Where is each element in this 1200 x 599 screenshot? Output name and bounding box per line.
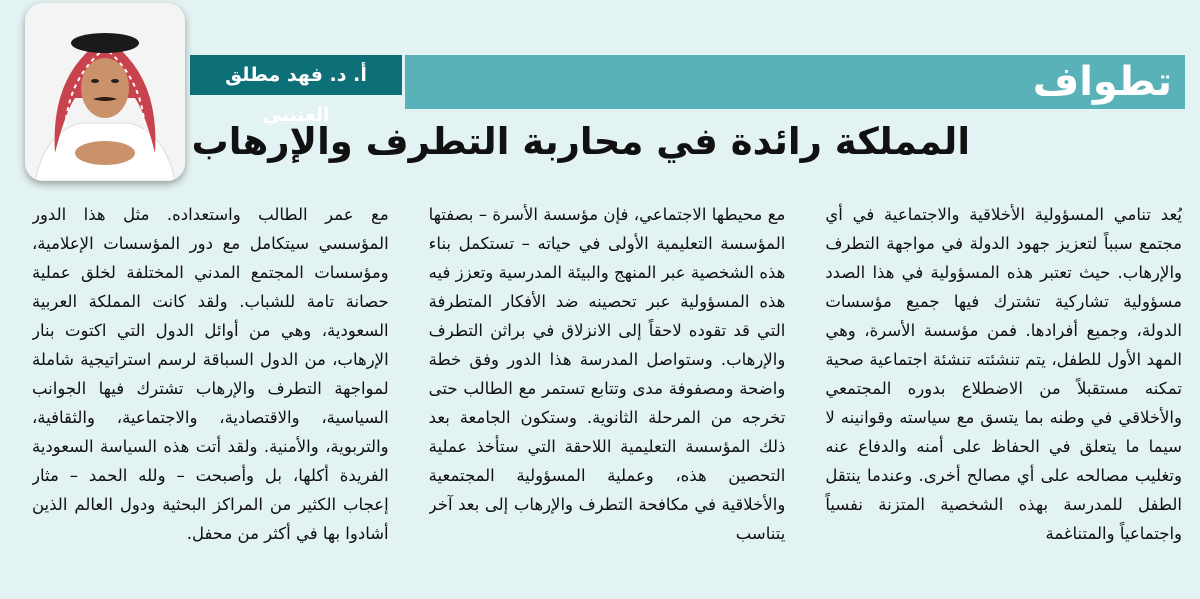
article-column-1: يُعد تنامي المسؤولية الأخلاقية والاجتماعية في أي مجتمع سبباً لتعزيز جهود الدولة في مواجهة التطرف والإرهاب. حيث تعتبر هذه المسؤولية في هذا الصدد مسؤولية تشاركية تشترك فيها جميع مؤسسات الدولة، وجميع أفرادها. فمن مؤسسة الأسرة، وهي المهد الأول للطفل، يتم تنشئته تنشئة اجتماعية صحية تمكنه مستقبلاً من الاضطلاع بدوره المجتمعي والأخلاقي في وطنه بما يتسق مع سياسته وقوانينه لا سيما ما يتعلق في الحفاظ على أمنه والدفاع عنه وتغليب مصالحه على أي مصالح أخرى. وعندما ينتقل الطفل للمدرسة بهذه الشخصية المتزنة نفسياً واجتماعياً والمتناغمة	[825, 205, 1182, 543]
article-column-2: مع محيطها الاجتماعي، فإن مؤسسة الأسرة – بصفتها المؤسسة التعليمية الأولى في حياته – تستكمل بناء هذه الشخصية عبر المنهج والبيئة المدرسية وتعزز فيه هذه المسؤولية عبر تحصينه ضد الأفكار المتطرفة التي قد تقوده لاحقاً إلى الانزلاق في براثن التطرف والإرهاب. وستواصل المدرسة هذا الدور وفق خطة واضحة ومصفوفة مدى وتتابع تستمر مع الطالب حتى تخرجه من المرحلة الثانوية. وستكون الجامعة بعد ذلك المؤسسة التعليمية اللاحقة التي ستأخذ عملية التحصين هذه، وعملية المسؤولية المجتمعية والأخلاقية في مكافحة التطرف والإرهاب إلى بعد آخر يتناسب	[428, 205, 786, 543]
author-portrait-image	[25, 3, 185, 181]
column-name: تطواف	[1032, 59, 1172, 105]
headline: المملكة رائدة في محاربة التطرف والإرهاب	[191, 120, 970, 163]
article-column-3: مع عمر الطالب واستعداده. مثل هذا الدور المؤسسي سيتكامل مع دور المؤسسات الإعلامية، ومؤسسات المجتمع المدني المختلفة لخلق عملية حصانة تامة للشباب. ولقد كانت المملكة العربية السعودية، وهي من أوائل الدول التي اكتوت بنار الإرهاب، من الدول السباقة لرسم استراتيجية شاملة لمواجهة التطرف والإرهاب تشترك فيها الجوانب السياسية، والاقتصادية، والاجتماعية، والثقافية، والتربوية، والأمنية. ولقد أتت هذه السياسة السعودية الفريدة أكلها، بل وأصبحت – ولله الحمد – مثار إعجاب الكثير من المراكز البحثية ودول العالم الذين أشادوا بها في أكثر من محفل.	[31, 205, 389, 543]
article-body	[32, 200, 1182, 590]
author-name: أ. د. فهد مطلق العتيبي	[225, 64, 367, 126]
author-bar	[190, 55, 405, 126]
author-photo	[25, 3, 185, 181]
